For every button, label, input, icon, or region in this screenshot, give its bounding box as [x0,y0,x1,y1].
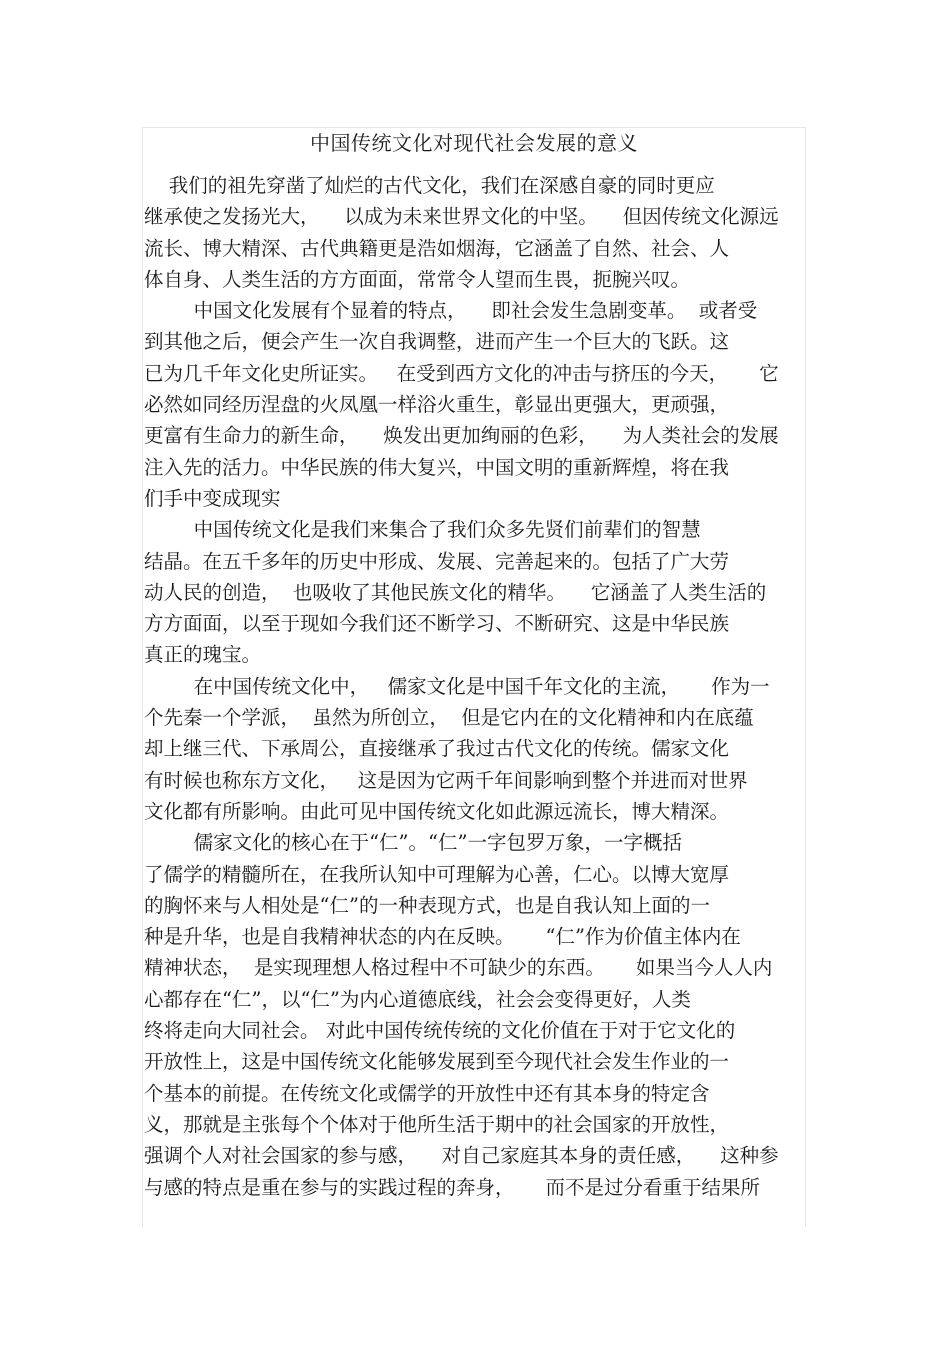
text-line: 继承使之发扬光大， 以成为未来世界文化的中坚。 但因传统文化源远 [144,205,779,229]
text-line: 义，那就是主张每个个体对于他所生活于期中的社会国家的开放性， [144,1112,730,1136]
text-line: 个基本的前提。在传统文化或儒学的开放性中还有其本身的特定含 [144,1081,710,1105]
text-line: 结晶。在五千多年的历史中形成、发展、完善起来的。包括了广大劳 [144,549,730,573]
text-line: 了儒学的精髓所在，在我所认知中可理解为心善，仁心。以博大宽厚 [144,862,730,886]
text-line: 已为几千年文化史所证实。 在受到西方文化的冲击与挤压的今天， 它 [144,361,779,385]
text-line: 却上继三代、下承周公，直接继承了我过古代文化的传统。儒家文化 [144,737,730,761]
text-line: 中国文化发展有个显着的特点， 即社会发生急剧变革。 或者受 [144,299,758,323]
text-line: 文化都有所影响。由此可见中国传统文化如此源远流长，博大精深。 [144,799,730,823]
text-line: 终将走向大同社会。 对此中国传统传统的文化价值在于对于它文化的 [144,1019,736,1043]
text-line: 种是升华，也是自我精神状态的内在反映。 “仁”作为价值主体内在 [144,925,741,949]
text-line: 动人民的创造， 也吸收了其他民族文化的精华。 它涵盖了人类生活的 [144,580,767,604]
text-line: 方方面面，以至于现如今我们还不断学习、不断研究、这是中华民族 [144,612,730,636]
text-line: 我们的祖先穿凿了灿烂的古代文化，我们在深感自豪的同时更应 [144,174,715,197]
document-title: 中国传统文化对现代社会发展的意义 [310,131,638,155]
text-line: 儒家文化的核心在于“仁”。“仁”一字包罗万象，一字概括 [144,831,682,855]
text-line: 体自身、人类生活的方方面面，常常令人望而生畏，扼腕兴叹。 [144,267,691,291]
text-line: 精神状态， 是实现理想人格过程中不可缺少的东西。 如果当今人人内 [144,956,773,980]
text-line: 真正的瑰宝。 [144,643,262,667]
text-line: 强调个人对社会国家的参与感， 对自己家庭其本身的责任感， 这种参 [144,1144,779,1168]
text-line: 们手中变成现实 [144,486,281,510]
text-line: 在中国传统文化中， 儒家文化是中国千年文化的主流， 作为一 [144,674,770,698]
text-line: 中国传统文化是我们来集合了我们众多先贤们前辈们的智慧 [144,518,701,542]
text-line: 与感的特点是重在参与的实践过程的奔身， 而不是过分看重于结果所 [144,1175,760,1199]
text-line: 注入先的活力。中华民族的伟大复兴，中国文明的重新辉煌，将在我 [144,455,730,479]
text-line: 开放性上，这是中国传统文化能够发展到至今现代社会发生作业的一 [144,1050,730,1074]
document-body [144,170,808,1203]
text-line: 有时候也称东方文化， 这是因为它两千年间影响到整个并进而对世界 [144,768,748,792]
text-line: 个先秦一个学派， 虽然为所创立， 但是它内在的文化精神和内在底蕴 [144,706,754,730]
text-line: 到其他之后，便会产生一次自我调整，进而产生一个巨大的飞跃。这 [144,330,730,354]
text-line: 流长、博大精深、古代典籍更是浩如烟海，它涵盖了自然、社会、人 [144,236,730,260]
text-line: 心都存在“仁”，以“仁”为内心道德底线，社会会变得更好，人类 [144,987,691,1011]
text-line: 的胸怀来与人相处是“仁”的一种表现方式，也是自我认知上面的一 [144,893,710,917]
text-line: 必然如同经历涅盘的火凤凰一样浴火重生，彰显出更强大，更顽强， [144,393,730,417]
text-line: 更富有生命力的新生命， 焕发出更加绚丽的色彩， 为人类社会的发展 [144,424,779,448]
